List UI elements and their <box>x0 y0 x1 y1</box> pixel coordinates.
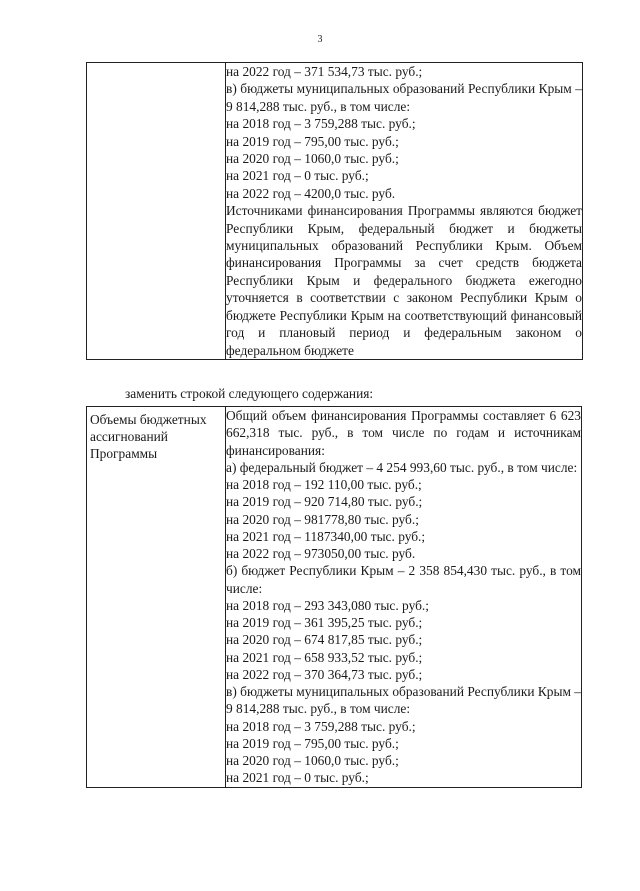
page-number: 3 <box>317 34 323 45</box>
table-row <box>87 63 583 360</box>
sources-paragraph: Источниками финансирования Программы являются бюджет Республики Крым, федеральный бюджет и бюджеты муниципальных образований Республики Крым. Объем финансирования Программы за счет средств бюджета Республики Крым и федерального бюджета ежегодно уточняется в соответствии с законом Республики Крым о бюджете Республики Крым на соответствующий финансовый год и плановый период и федеральным законом о федеральном бюджете <box>226 203 582 358</box>
budget-line: на 2021 год – 0 тыс. руб.; <box>226 168 369 184</box>
left-cell-label <box>87 63 225 67</box>
budget-line: на 2020 год – 1060,0 тыс. руб.; <box>226 151 399 167</box>
budget-line: на 2022 год – 973050,00 тыс. руб. <box>226 546 416 561</box>
budget-line: на 2022 год – 371 534,73 тыс. руб.; <box>226 64 423 79</box>
budget-line: на 2022 год – 370 364,73 тыс. руб.; <box>226 666 423 682</box>
republic-budget-header: б) бюджет Республики Крым – 2 358 854,430 тыс. руб., в том числе: <box>226 563 581 596</box>
budget-line: на 2019 год – 795,00 тыс. руб.; <box>226 735 399 751</box>
budget-line: на 2020 год – 674 817,85 тыс. руб.; <box>226 632 423 648</box>
budget-line: на 2019 год – 795,00 тыс. руб.; <box>226 133 399 149</box>
budget-line: на 2020 год – 981778,80 тыс. руб.; <box>226 511 419 527</box>
table-right-cell <box>226 63 583 360</box>
left-cell-label: Объемы бюджетных ассигнований Программы <box>90 412 207 461</box>
federal-budget-header: а) федеральный бюджет – 4 254 993,60 тыс. руб., в том числе: <box>226 459 578 475</box>
municipal-budget-header: в) бюджеты муниципальных образований Республики Крым – 9 814,288 тыс. руб., в том числе: <box>226 684 582 717</box>
table-right-cell <box>226 407 582 788</box>
budget-line: на 2021 год – 658 933,52 тыс. руб.; <box>226 649 423 665</box>
table-left-cell <box>87 407 226 788</box>
budget-line: в) бюджеты муниципальных образований Республики Крым – 9 814,288 тыс. руб., в том числе: <box>226 81 582 114</box>
budget-line: на 2018 год – 3 759,288 тыс. руб.; <box>226 718 416 734</box>
budget-line: на 2018 год – 293 343,080 тыс. руб.; <box>226 597 429 613</box>
table-row <box>87 407 582 788</box>
budget-line: на 2020 год – 1060,0 тыс. руб.; <box>226 753 399 768</box>
total-funding-intro: Общий объем финансирования Программы составляет 6 623 662,318 тыс. руб., в том числе по годам и источникам финансирования: <box>226 408 581 458</box>
budget-line: на 2019 год – 920 714,80 тыс. руб.; <box>226 494 423 510</box>
budget-line: на 2018 год – 3 759,288 тыс. руб.; <box>226 116 416 132</box>
budget-table-new <box>86 406 582 788</box>
budget-line: на 2021 год – 0 тыс. руб.; <box>226 770 369 786</box>
budget-line: на 2018 год – 192 110,00 тыс. руб.; <box>226 477 422 492</box>
budget-line: на 2022 год – 4200,0 тыс. руб. <box>226 185 396 201</box>
budget-line: на 2019 год – 361 395,25 тыс. руб.; <box>226 615 423 630</box>
table-left-cell <box>87 63 226 360</box>
budget-line: на 2021 год – 1187340,00 тыс. руб.; <box>226 528 426 544</box>
replace-instruction: заменить строкой следующего содержания: <box>125 386 374 401</box>
budget-table-continued <box>86 62 583 360</box>
